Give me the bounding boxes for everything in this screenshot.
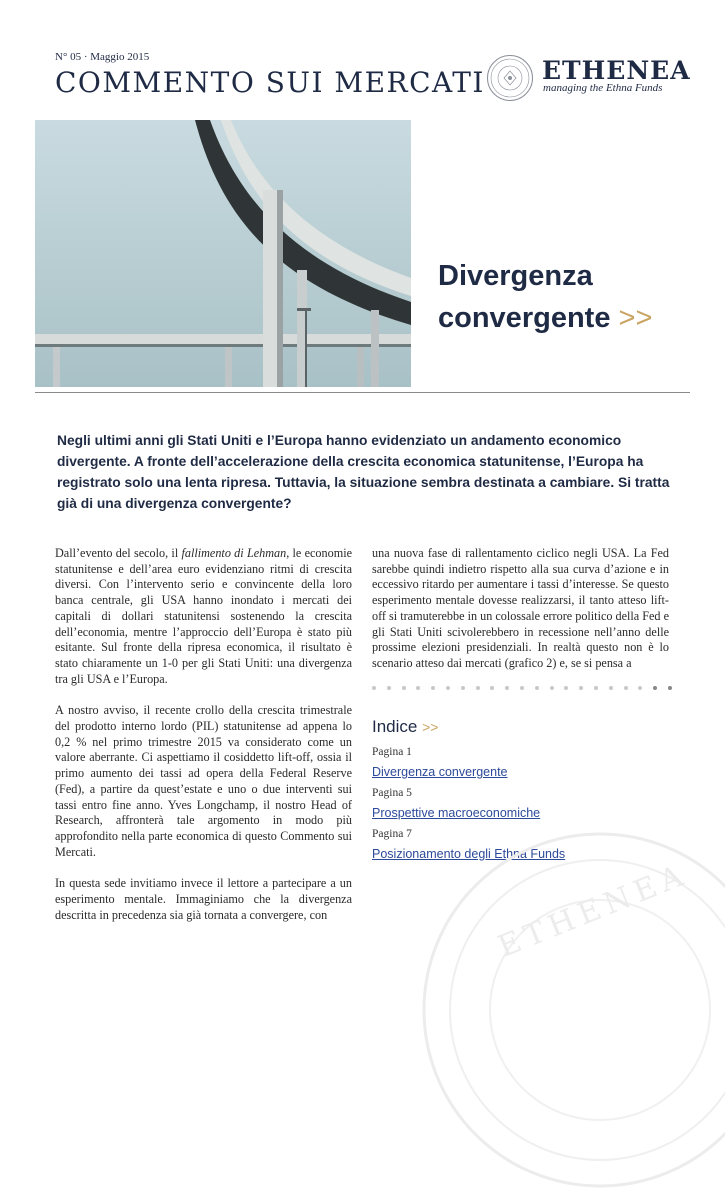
divider	[35, 392, 690, 393]
seal-watermark-icon	[420, 830, 725, 1190]
highway-overpass-photo	[35, 120, 411, 387]
headline-line-2: convergente	[438, 302, 611, 334]
svg-text:ETHENEA: ETHENEA	[493, 856, 694, 965]
toc-page-1: Pagina 1	[372, 746, 412, 758]
toc-link-divergenza[interactable]: Divergenza convergente	[372, 765, 508, 779]
toc-page-7: Pagina 7	[372, 828, 412, 840]
headline	[438, 255, 652, 339]
publication-title: COMMENTO SUI MERCATI	[55, 66, 485, 99]
brand-tagline: managing the Ethna Funds	[543, 82, 663, 94]
double-chevron-icon: >>	[422, 719, 439, 735]
toc-link-posizionamento[interactable]: Posizionamento degli Ethna Funds	[372, 847, 566, 861]
body-paragraph-1: Dall’evento del secolo, il fallimento di Lehman, le economie statunitense e dell’area euro evidenziano ritmi di crescita diversi. Con l’intervento serio e convincente della loro banca centrale, gli USA hanno inondato i mercati dei capitali di dollari statunitensi sostenendo la crescita dell’economia, mentre l’approccio dell’Europa è stato più esitante. Sul fronte della ripresa economica, il risultato è stato chiaramente un 1-0 per gli Stati Uniti: una divergenza tra gli USA e l’Europa.	[55, 546, 352, 686]
body-paragraph-4: una nuova fase di rallentamento ciclico negli USA. La Fed sarebbe quindi indietro rispetto alla sua curva d’azione e in eccessivo ritardo per aumentare i tassi d’interesse. Se questo esperimento mentale dovesse realizzarsi, il tanto atteso lift-off si tramuterebbe in un colossale errore politico della Fed e gli Stati Uniti scivolerebbero in recessione nell’anno delle prossime elezioni presidenziali. In realtà questo non è lo scenario atteso dai mercati (grafico 2) e, se si pensa a	[372, 546, 669, 670]
lehman-italic: fallimento di Lehman	[181, 546, 287, 560]
brand-name: ETHENEA	[542, 56, 691, 85]
body-paragraph-2: A nostro avviso, il recente crollo della crescita trimestrale del prodotto interno lordo (PIL) statunitense ad appena lo 0,2 % nel primo trimestre 2015 va considerato come un valore aberrante. Ci aspettiamo il cosiddetto lift-off, ossia il primo aumento dei tassi ad opera della Federal Reserve (Fed), a partire da quest’estate e uno o due interventi sui tassi entro fine anno. Yves Longchamp, il nostro Head of Research, affronterà tale argomento in modo più approfondito nella parte economica di questo Commento sui Mercati.	[55, 703, 352, 859]
double-chevron-icon: >>	[618, 302, 653, 334]
body-paragraph-3: In questa sede invitiamo invece il lettore a partecipare a un esperimento mentale. Immaginiamo che la divergenza descritta in precedenza sia già tornata a convergere, con	[55, 876, 352, 922]
headline-line-1: Divergenza	[438, 260, 593, 292]
toc-heading: Indice >>	[372, 717, 439, 736]
left-column	[55, 546, 352, 939]
lead-paragraph: Negli ultimi anni gli Stati Uniti e l’Europa hanno evidenziato un andamento economico divergente. A fronte dell’accelerazione della crescita economica statunitense, l’Europa ha registrato solo una lenta ripresa. Tuttavia, la situazione sembra destinata a cambiare. Si tratta già di una divergenza convergente?	[57, 433, 670, 511]
issue-label: N° 05 · Maggio 2015	[55, 51, 150, 63]
toc-link-prospettive[interactable]: Prospettive macroeconomiche	[372, 806, 541, 820]
seal-icon	[486, 54, 534, 102]
dotted-separator	[372, 686, 672, 692]
toc-page-5: Pagina 5	[372, 787, 412, 799]
right-column	[372, 546, 669, 688]
